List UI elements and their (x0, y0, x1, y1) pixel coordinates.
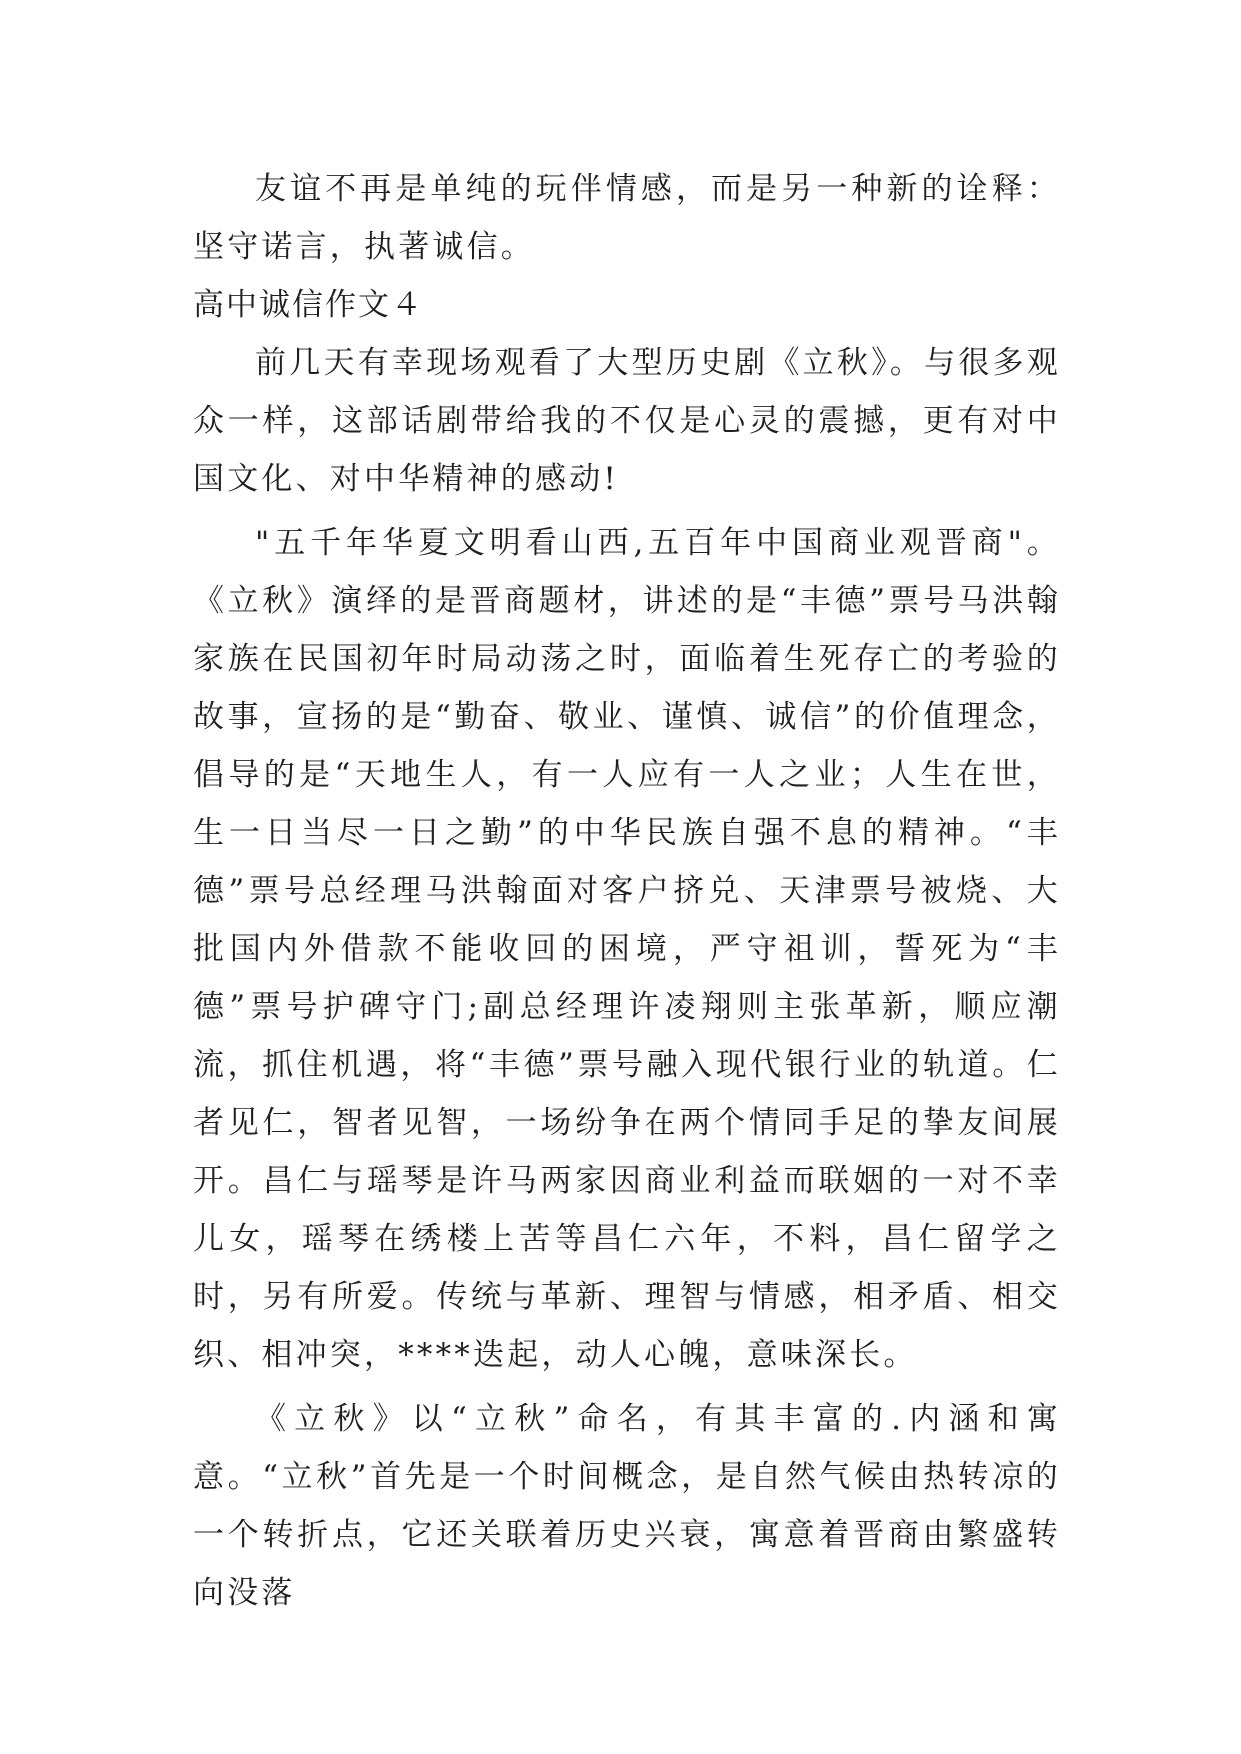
paragraph-intro: 前几天有幸现场观看了大型历史剧《立秋》。与很多观众一样，这部话剧带给我的不仅是心灵的震撼，更有对中国文化、对中华精神的感动! (193, 345, 1061, 497)
paragraph-meaning: 《立秋》以“立秋”命名，有其丰富的.内涵和寓意。“立秋”首先是一个时间概念，是自然气候由热转凉的一个转折点，它还关联着历史兴衰，寓意着晋商由繁盛转向没落 (193, 1401, 1061, 1611)
paragraph-story: "五千年华夏文明看山西,五百年中国商业观晋商"。《立秋》演绎的是晋商题材，讲述的是“丰德”票号马洪翰家族在民国初年时局动荡之时，面临着生死存亡的考验的故事，宣扬的是“勤奋、敬业、谨慎、诚信”的价值理念，倡导的是“天地生人，有一人应有一人之业；人生在世，生一日当尽一日之勤”的中华民族自强不息的精神。“丰德”票号总经理马洪翰面对客户挤兑、天津票号被烧、大批国内外借款不能收回的困境，严守祖训，誓死为“丰德”票号护碑守门;副总经理许凌翔则主张革新，顺应潮流，抓住机遇，将“丰德”票号融入现代银行业的轨道。仁者见仁，智者见智，一场纷争在两个情同手足的挚友间展开。昌仁与瑶琴是许马两家因商业利益而联姻的一对不幸儿女，瑶琴在绣楼上苦等昌仁六年，不料，昌仁留学之时，另有所爱。传统与革新、理智与情感，相矛盾、相交织、相冲突，****迭起，动人心魄，意味深长。 (193, 525, 1061, 1373)
section-heading: 高中诚信作文４ (193, 287, 424, 323)
paragraph-friendship: 友谊不再是单纯的玩伴情感，而是另一种新的诠释：坚守诺言，执著诚信。 (193, 171, 1061, 265)
document-body (193, 160, 1061, 1622)
